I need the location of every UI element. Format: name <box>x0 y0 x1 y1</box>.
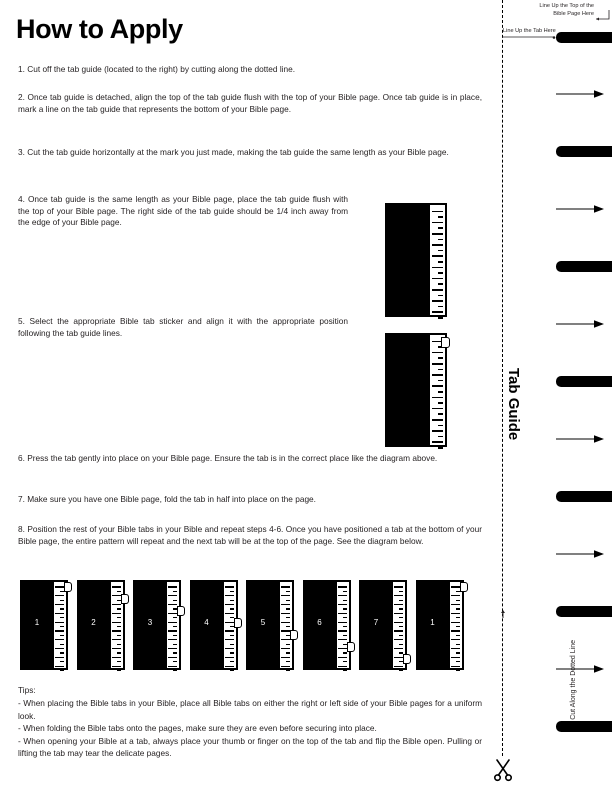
tab-guide-bar <box>556 261 612 272</box>
ruler-tick <box>399 617 403 618</box>
tab-guide-panel <box>416 580 466 670</box>
ruler-tick <box>60 626 64 627</box>
ruler-tick <box>55 639 64 640</box>
ruler-tick <box>451 586 460 587</box>
ruler-tick <box>230 617 234 618</box>
bible-page-block <box>385 203 430 317</box>
callout-top-label: Line Up the Top of the Bible Page Here <box>539 3 594 17</box>
ruler-tick <box>112 666 121 667</box>
ruler-tick <box>456 626 460 627</box>
ruler-tick <box>432 311 443 313</box>
panel-tab-sticker <box>234 618 242 628</box>
ruler-tick <box>438 413 443 415</box>
instruction-step-3: 3. Cut the tab guide horizontally at the mark you just made, making the tab guide the same length as your Bible page. <box>18 147 449 157</box>
ruler-tick <box>343 608 347 609</box>
ruler-tick <box>286 626 290 627</box>
tab-guide-panel <box>359 580 409 670</box>
ruler-tick <box>173 591 177 592</box>
panel-ruler-strip <box>450 580 464 670</box>
ruler-tick <box>394 648 403 649</box>
ruler-tick <box>168 586 177 587</box>
ruler-tick <box>281 639 290 640</box>
ruler-tick <box>230 635 234 636</box>
ruler-tick <box>338 666 347 667</box>
ruler-tick <box>230 652 234 653</box>
ruler-tick <box>230 591 234 592</box>
ruler-tick <box>343 635 347 636</box>
ruler-tick <box>338 622 347 623</box>
scissors-icon <box>493 758 513 782</box>
ruler-tick <box>112 639 121 640</box>
ruler-tick <box>438 283 443 285</box>
tab-guide-bar <box>556 146 612 157</box>
callout-top-leader-line <box>594 10 610 22</box>
bible-page-ruler-diagram-with-tab <box>385 333 447 447</box>
ruler-tick <box>168 657 177 658</box>
cut-along-dotted-line-label: Cut Along the Dotted Line <box>570 640 577 720</box>
ruler-tick <box>438 425 443 427</box>
bible-tab-sticker <box>441 337 450 348</box>
ruler-tick <box>168 613 177 614</box>
ruler-tick <box>168 666 177 667</box>
ruler-tick <box>456 670 460 671</box>
ruler-tick <box>438 216 443 218</box>
ruler-tick <box>230 670 234 671</box>
ruler-tick <box>112 595 121 596</box>
ruler-tick <box>456 661 460 662</box>
instruction-step-6: 6. Press the tab gently into place on your Bible page. Ensure the tab is in the correct place like the diagram above. <box>18 453 438 463</box>
ruler-tick <box>55 622 64 623</box>
ruler-tick <box>432 441 443 443</box>
ruler-tick <box>456 608 460 609</box>
ruler-tick <box>112 657 121 658</box>
ruler-tick <box>117 635 121 636</box>
ruler-tick <box>343 600 347 601</box>
ruler-tick <box>451 648 460 649</box>
ruler-tick <box>399 591 403 592</box>
ruler-tick <box>451 622 460 623</box>
ruler-tick <box>281 595 290 596</box>
ruler-tick <box>438 447 443 449</box>
ruler-tick <box>225 622 234 623</box>
ruler-tick <box>394 586 403 587</box>
panel-tab-sticker <box>177 606 185 616</box>
ruler-tick <box>438 227 443 229</box>
ruler-tick <box>55 613 64 614</box>
ruler-tick <box>456 652 460 653</box>
ruler-tick <box>399 670 403 671</box>
ruler-tick <box>117 591 121 592</box>
panel-number-label: 1 <box>34 618 40 627</box>
ruler-tick <box>456 617 460 618</box>
ruler-tick <box>60 617 64 618</box>
ruler-tick <box>225 639 234 640</box>
ruler-tick <box>432 233 443 235</box>
ruler-tick <box>432 430 443 432</box>
tab-guide-arrow-icon <box>556 664 604 674</box>
ruler-tick <box>338 586 347 587</box>
ruler-tick <box>343 652 347 653</box>
panel-ruler-strip <box>54 580 68 670</box>
ruler-tick <box>230 608 234 609</box>
ruler-tick <box>112 630 121 631</box>
ruler-tick <box>112 604 121 605</box>
tab-placement-diagram <box>20 580 474 670</box>
panel-tab-sticker <box>64 582 72 592</box>
ruler-tick <box>438 317 443 319</box>
ruler-tick <box>286 644 290 645</box>
panel-tab-sticker <box>403 654 411 664</box>
ruler-tick <box>438 261 443 263</box>
ruler-tick <box>399 608 403 609</box>
tab-guide-bar <box>556 491 612 502</box>
ruler-tick <box>432 289 443 291</box>
ruler-tick <box>432 385 443 387</box>
tab-guide-arrow-icon <box>556 89 604 99</box>
ruler-tick <box>338 613 347 614</box>
ruler-tick <box>173 600 177 601</box>
ruler-tick <box>451 595 460 596</box>
ruler-tick <box>432 374 443 376</box>
ruler-tick <box>394 666 403 667</box>
ruler-tick <box>456 635 460 636</box>
ruler-tick <box>438 239 443 241</box>
ruler-tick <box>456 644 460 645</box>
tab-guide-arrow-icon <box>556 204 604 214</box>
ruler-tick <box>55 648 64 649</box>
tab-guide-panel <box>133 580 183 670</box>
tab-guide-arrow-icon <box>556 319 604 329</box>
ruler-tick <box>281 666 290 667</box>
instruction-step-1: 1. Cut off the tab guide (located to the right) by cutting along the dotted line. <box>18 64 296 74</box>
panel-number-label: 1 <box>430 618 435 627</box>
ruler-tick <box>225 657 234 658</box>
tab-guide-panel <box>246 580 296 670</box>
ruler-tick <box>338 648 347 649</box>
ruler-tick <box>55 657 64 658</box>
ruler-tick <box>343 670 347 671</box>
ruler-tick <box>168 639 177 640</box>
ruler-tick <box>438 391 443 393</box>
ruler-tick <box>173 652 177 653</box>
ruler-tick <box>60 670 64 671</box>
ruler-tick <box>117 661 121 662</box>
ruler-tick <box>343 626 347 627</box>
ruler-tick <box>117 652 121 653</box>
ruler-tick <box>60 644 64 645</box>
bible-page-block <box>385 333 430 447</box>
ruler-tick <box>451 657 460 658</box>
tab-guide-bar <box>556 606 612 617</box>
ruler-tick <box>55 586 64 587</box>
dotted-cut-line <box>502 0 503 756</box>
ruler-tick <box>60 661 64 662</box>
panel-tab-sticker <box>290 630 298 640</box>
ruler-tick <box>55 604 64 605</box>
ruler-tick <box>117 670 121 671</box>
ruler-tick <box>394 595 403 596</box>
ruler-tick <box>394 604 403 605</box>
ruler-tick <box>173 617 177 618</box>
ruler-tick <box>438 436 443 438</box>
instruction-step-2: 2. Once tab guide is detached, align the top of the tab guide flush with the top of your Bible page. Once tab guide is in place, mark a line on the tab guide that represents the bottom of your Bible page. <box>18 92 482 114</box>
ruler-tick <box>451 604 460 605</box>
tip-line-3: - When opening your Bible at a tab, always place your thumb or finger on the top of the tab and flip the Bible open. Pulling or lifting the tab may tear the delicate pages. <box>18 735 482 759</box>
ruler-tick <box>432 278 443 280</box>
ruler-tick <box>338 595 347 596</box>
panel-number-label: 2 <box>91 618 96 627</box>
ruler-tick <box>432 352 443 354</box>
ruler-tick <box>117 608 121 609</box>
panel-ruler-strip <box>280 580 294 670</box>
ruler-tick <box>168 604 177 605</box>
ruler-tick <box>438 380 443 382</box>
tips-heading: Tips: <box>18 685 36 695</box>
panel-number-label: 3 <box>147 618 153 627</box>
ruler-tick <box>112 586 121 587</box>
ruler-tick <box>281 622 290 623</box>
tab-guide-column <box>492 0 612 792</box>
callout-tab-label: Line Up the Tab Here <box>503 28 556 34</box>
ruler-tick <box>343 617 347 618</box>
tab-guide-bar <box>556 32 612 43</box>
ruler-tick <box>112 622 121 623</box>
ruler-tick <box>343 661 347 662</box>
tab-guide-panel <box>20 580 70 670</box>
ruler-tick <box>432 244 443 246</box>
ruler-tick <box>432 363 443 365</box>
ruler-tick <box>343 591 347 592</box>
tab-guide-panel <box>77 580 127 670</box>
ruler-tick <box>173 635 177 636</box>
ruler-tick <box>338 639 347 640</box>
ruler-tick <box>432 222 443 224</box>
ruler-tick <box>286 600 290 601</box>
tab-guide-ruler-strip <box>430 333 447 447</box>
ruler-tick <box>112 613 121 614</box>
ruler-tick <box>432 408 443 410</box>
ruler-tick <box>451 613 460 614</box>
panel-number-label: 5 <box>260 618 266 627</box>
ruler-tick <box>394 639 403 640</box>
ruler-tick <box>438 295 443 297</box>
ruler-tick <box>451 666 460 667</box>
panel-tab-sticker <box>347 642 355 652</box>
tip-line-2: - When folding the Bible tabs onto the pages, make sure they are even before securing into place. <box>18 723 377 734</box>
ruler-tick <box>438 402 443 404</box>
ruler-tick <box>168 648 177 649</box>
ruler-tick <box>432 397 443 399</box>
panel-ruler-strip <box>167 580 181 670</box>
ruler-tick <box>399 635 403 636</box>
ruler-tick <box>117 617 121 618</box>
tip-line-1: - When placing the Bible tabs in your Bible, place all Bible tabs on either the right or left side of your Bible pages for a uniform look. <box>18 698 482 721</box>
ruler-tick <box>286 608 290 609</box>
ruler-tick <box>438 272 443 274</box>
cut-direction-arrow-icon <box>499 610 507 618</box>
ruler-tick <box>438 357 443 359</box>
ruler-tick <box>168 630 177 631</box>
panel-number-label: 4 <box>204 618 209 627</box>
ruler-tick <box>55 666 64 667</box>
instruction-step-4: 4. Once tab guide is the same length as your Bible page, place the tab guide flush with the top of your Bible page. The right side of the tab guide should be 1/4 inch away from the edge of your Bible page. <box>18 194 348 228</box>
ruler-tick <box>394 657 403 658</box>
ruler-tick <box>281 648 290 649</box>
ruler-tick <box>399 600 403 601</box>
ruler-tick <box>225 630 234 631</box>
ruler-tick <box>394 622 403 623</box>
ruler-tick <box>225 666 234 667</box>
ruler-tick <box>168 622 177 623</box>
ruler-tick <box>230 644 234 645</box>
ruler-tick <box>451 639 460 640</box>
tab-guide-arrow-icon <box>556 434 604 444</box>
ruler-tick <box>281 604 290 605</box>
ruler-tick <box>394 613 403 614</box>
ruler-tick <box>112 648 121 649</box>
ruler-tick <box>286 661 290 662</box>
tab-guide-ruler-strip <box>430 203 447 317</box>
instruction-step-8: 8. Position the rest of your Bible tabs in your Bible and repeat steps 4-6. Once you have positioned a tab at the bottom of your Bible page, the entire pattern will repeat and the next tab will be at the top of the page. See the diagram below. <box>18 524 482 546</box>
ruler-tick <box>225 586 234 587</box>
ruler-tick <box>281 657 290 658</box>
tab-guide-bar <box>556 376 612 387</box>
ruler-tick <box>451 630 460 631</box>
ruler-tick <box>338 657 347 658</box>
ruler-tick <box>338 630 347 631</box>
ruler-tick <box>281 630 290 631</box>
ruler-tick <box>225 604 234 605</box>
ruler-tick <box>438 306 443 308</box>
ruler-tick <box>432 300 443 302</box>
ruler-tick <box>168 595 177 596</box>
ruler-tick <box>438 369 443 371</box>
ruler-tick <box>432 419 443 421</box>
instruction-step-7: 7. Make sure you have one Bible page, fold the tab in half into place on the page. <box>18 494 316 504</box>
ruler-tick <box>60 652 64 653</box>
tab-guide-panel <box>190 580 240 670</box>
ruler-tick <box>230 661 234 662</box>
ruler-tick <box>173 626 177 627</box>
panel-tab-sticker <box>121 594 129 604</box>
bible-page-ruler-diagram <box>385 203 447 317</box>
ruler-tick <box>394 630 403 631</box>
ruler-tick <box>173 661 177 662</box>
ruler-tick <box>230 626 234 627</box>
ruler-tick <box>281 613 290 614</box>
ruler-tick <box>60 608 64 609</box>
ruler-tick <box>456 591 460 592</box>
ruler-tick <box>438 250 443 252</box>
ruler-tick <box>286 670 290 671</box>
ruler-tick <box>230 600 234 601</box>
page-title: How to Apply <box>16 14 183 44</box>
ruler-tick <box>117 626 121 627</box>
ruler-tick <box>60 635 64 636</box>
ruler-tick <box>225 648 234 649</box>
ruler-tick <box>117 644 121 645</box>
ruler-tick <box>399 626 403 627</box>
panel-number-label: 7 <box>373 618 379 627</box>
panel-number-label: 6 <box>317 618 322 627</box>
ruler-tick <box>225 613 234 614</box>
ruler-tick <box>286 591 290 592</box>
ruler-tick <box>338 604 347 605</box>
panel-ruler-strip <box>337 580 351 670</box>
ruler-tick <box>456 600 460 601</box>
callout-tab-leader-line <box>503 36 556 42</box>
ruler-tick <box>60 600 64 601</box>
instruction-step-5: 5. Select the appropriate Bible tab sticker and align it with the appropriate position following the tab guide lines. <box>18 316 348 338</box>
tab-guide-title: Tab Guide <box>505 368 522 441</box>
ruler-tick <box>55 595 64 596</box>
panel-tab-sticker <box>460 582 468 592</box>
ruler-tick <box>55 630 64 631</box>
ruler-tick <box>286 617 290 618</box>
ruler-tick <box>281 586 290 587</box>
ruler-tick <box>432 255 443 257</box>
ruler-tick <box>286 652 290 653</box>
ruler-tick <box>432 211 443 213</box>
ruler-tick <box>399 644 403 645</box>
tab-guide-panel <box>303 580 353 670</box>
ruler-tick <box>225 595 234 596</box>
tips-block <box>18 684 482 759</box>
ruler-tick <box>432 267 443 269</box>
ruler-tick <box>173 670 177 671</box>
ruler-tick <box>117 600 121 601</box>
ruler-tick <box>173 644 177 645</box>
tab-guide-arrow-icon <box>556 549 604 559</box>
tab-guide-bar <box>556 721 612 732</box>
ruler-tick <box>343 644 347 645</box>
